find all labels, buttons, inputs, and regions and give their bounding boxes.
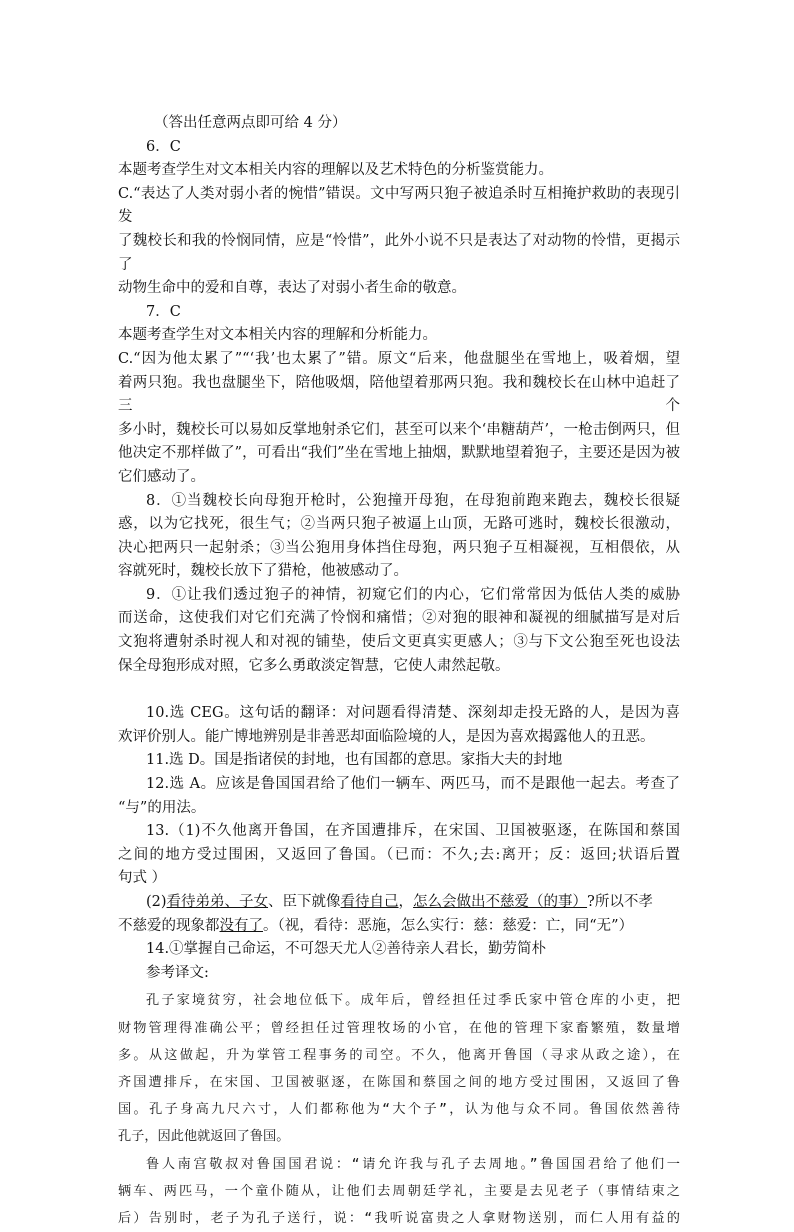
q12-line: 12.选 A。应该是鲁国国君给了他们一辆车、两匹马，而不是跟他一起去。考查了 [146, 776, 680, 793]
translation-line: 齐国遭排斥，在宋国、卫国被驱逐，在陈国和蔡国之间的地方受过围困，又返回了鲁 [118, 1074, 680, 1090]
q7-line: 多小时，魏校长可以易如反掌地射杀它们，甚至可以来个‘串糖葫芦’，一枪击倒两只，但 [118, 421, 680, 438]
q9-line: 而送命，这使我们对它们充满了怜悯和痛惜；②对狍的眼神和凝视的细腻描写是对后 [118, 610, 680, 627]
q7-intro: 本题考查学生对文本相关内容的理解和分析能力。 [118, 327, 437, 344]
q8-line: 容就死时，魏校长放下了猎枪，他被感动了。 [118, 563, 408, 580]
q6-line: 动物生命中的爱和自尊，表达了对弱小者生命的敬意。 [118, 280, 466, 297]
section-gap [118, 678, 680, 702]
translation-line: 国。孔子身高九尺六寸，人们都称他为“大个子”，认为他与众不同。鲁国依然善待 [118, 1102, 680, 1118]
q12-line: “与”的用法。 [118, 799, 206, 816]
q13-part2-line [118, 891, 680, 915]
reference-translation [118, 987, 680, 1232]
q7-line: 它们感动了。 [118, 468, 205, 485]
underlined-phrase: 看待自己 [340, 894, 399, 910]
q6-intro: 本题考查学生对文本相关内容的理解以及艺术特色的分析鉴赏能力。 [118, 162, 553, 179]
q8-line: 决心把两只一起射杀；③当公狍用身体挡住母狍，两只狍子互相凝视，互相偎依，从 [118, 539, 680, 556]
translation-line: 鲁人南宫敬叔对鲁国国君说：“请允许我与孔子去周地。”鲁国国君给了他们一 [146, 1156, 680, 1172]
q7-line: C.“因为他太累了”“‘我’也太累了”错。原文“后来，他盘腿坐在雪地上，吸着烟，望 [118, 350, 680, 367]
document-page [118, 112, 680, 1232]
q8-line: 惑，以为它找死，很生气；②当两只狍子被逼上山顶，无路可逃时，魏校长很激动， [118, 516, 680, 533]
q13-part2-prefix: (2) [146, 894, 167, 910]
translation-line: 后）告别时，老子为孔子送行，说：“我听说富贵之人拿财物送别，而仁人用有益的 [118, 1211, 680, 1226]
translation-heading: 参考译文: [146, 964, 209, 981]
underlined-phrase: 没有了 [219, 917, 263, 934]
translation-line: 孔子家境贫穷，社会地位低下。成年后，曾经担任过季氏家中管仓库的小吏，把 [146, 993, 680, 1009]
q13-part2-text: ， [398, 894, 414, 910]
q6-answer: 6．C [146, 138, 181, 155]
translation-line: 财物管理得准确公平；曾经担任过管理牧场的小官，在他的管理下家畜繁殖，数量增 [118, 1020, 680, 1036]
q7-line: 着两只狍。我也盘腿坐下，陪他吸烟，陪他望着那两只狍。我和魏校长在山林中追赶了三个 [118, 374, 680, 415]
q5-scoring-note: （答出任意两点即可给 4 分） [154, 115, 347, 131]
q6-line: C.“表达了人类对弱小者的惋惜”错误。文中写两只狍子被追杀时互相掩护救助的表现引发 [118, 185, 680, 226]
q13-part2-text: 、臣下就像 [268, 894, 341, 910]
q8-line: 8．①当魏校长向母狍开枪时，公狍撞开母狍，在母狍前跑来跑去，魏校长很疑 [146, 492, 680, 509]
q13-part2-line [118, 915, 680, 939]
q13-part2-text: ?所以不孝 [587, 894, 653, 910]
q11-line: 11.选 D。国是指诸侯的封地，也有国都的意思。家指大夫的封地 [146, 752, 563, 769]
q7-line: 他决定不那样做了”，可看出“我们”坐在雪地上抽烟，默默地望着狍子，主要还是因为被 [118, 445, 680, 462]
q13-line: 句式 ） [118, 870, 167, 887]
q14-line: 14.①掌握自己命运，不可怨天尤人②善待亲人君长，勤劳简朴 [146, 941, 547, 958]
q9-line: 9．①让我们透过狍子的神情，初窥它们的内心，它们常常因为低估人类的威胁 [146, 586, 680, 603]
q9-line: 保全母狍形成对照，它多么勇敢淡定智慧，它使人肃然起敬。 [118, 657, 510, 674]
q13-part2-text: 。（视，看待：恶施，怎么实行：慈：慈爱：亡，同“无”） [263, 917, 634, 934]
underlined-phrase: 怎么会做出不慈爱（的事） [413, 894, 588, 910]
q13-line: 13.（1)不久他离开鲁国，在齐国遭排斥，在宋国、卫国被驱逐，在陈国和蔡国 [146, 823, 680, 840]
q13-part2-text: 不慈爱的现象都 [118, 917, 220, 934]
translation-line: 多。从这做起，升为掌管工程事务的司空。不久，他离开鲁国（寻求从政之途），在 [118, 1047, 680, 1063]
q13-line: 之间的地方受过围困，又返回了鲁国。（已而：不久;去:离开；反：返回;状语后置 [118, 846, 680, 863]
q7-answer: 7．C [146, 303, 181, 320]
q9-line: 文狍将遭射杀时视人和对视的铺垫，使后文更真实更感人；③与下文公狍至死也设法 [118, 634, 680, 651]
translation-line: 辆车、两匹马，一个童仆随从，让他们去周朝廷学礼，主要是去见老子（事情结束之 [118, 1183, 680, 1199]
underlined-phrase: 看待弟弟、子女 [166, 894, 269, 910]
translation-line: 孔子，因此他就返回了鲁国。 [118, 1129, 290, 1145]
q6-line: 了魏校长和我的怜悯同情，应是“怜惜”，此外小说不只是表达了对动物的怜惜，更揭示了 [118, 232, 680, 273]
q10-line: 10.选 CEG。这句话的翻译：对问题看得清楚、深刻却走投无路的人，是因为喜 [146, 705, 680, 722]
q10-line: 欢评价别人。能广博地辨别是非善恶却面临险境的人，是因为喜欢揭露他人的丑恶。 [118, 728, 655, 745]
